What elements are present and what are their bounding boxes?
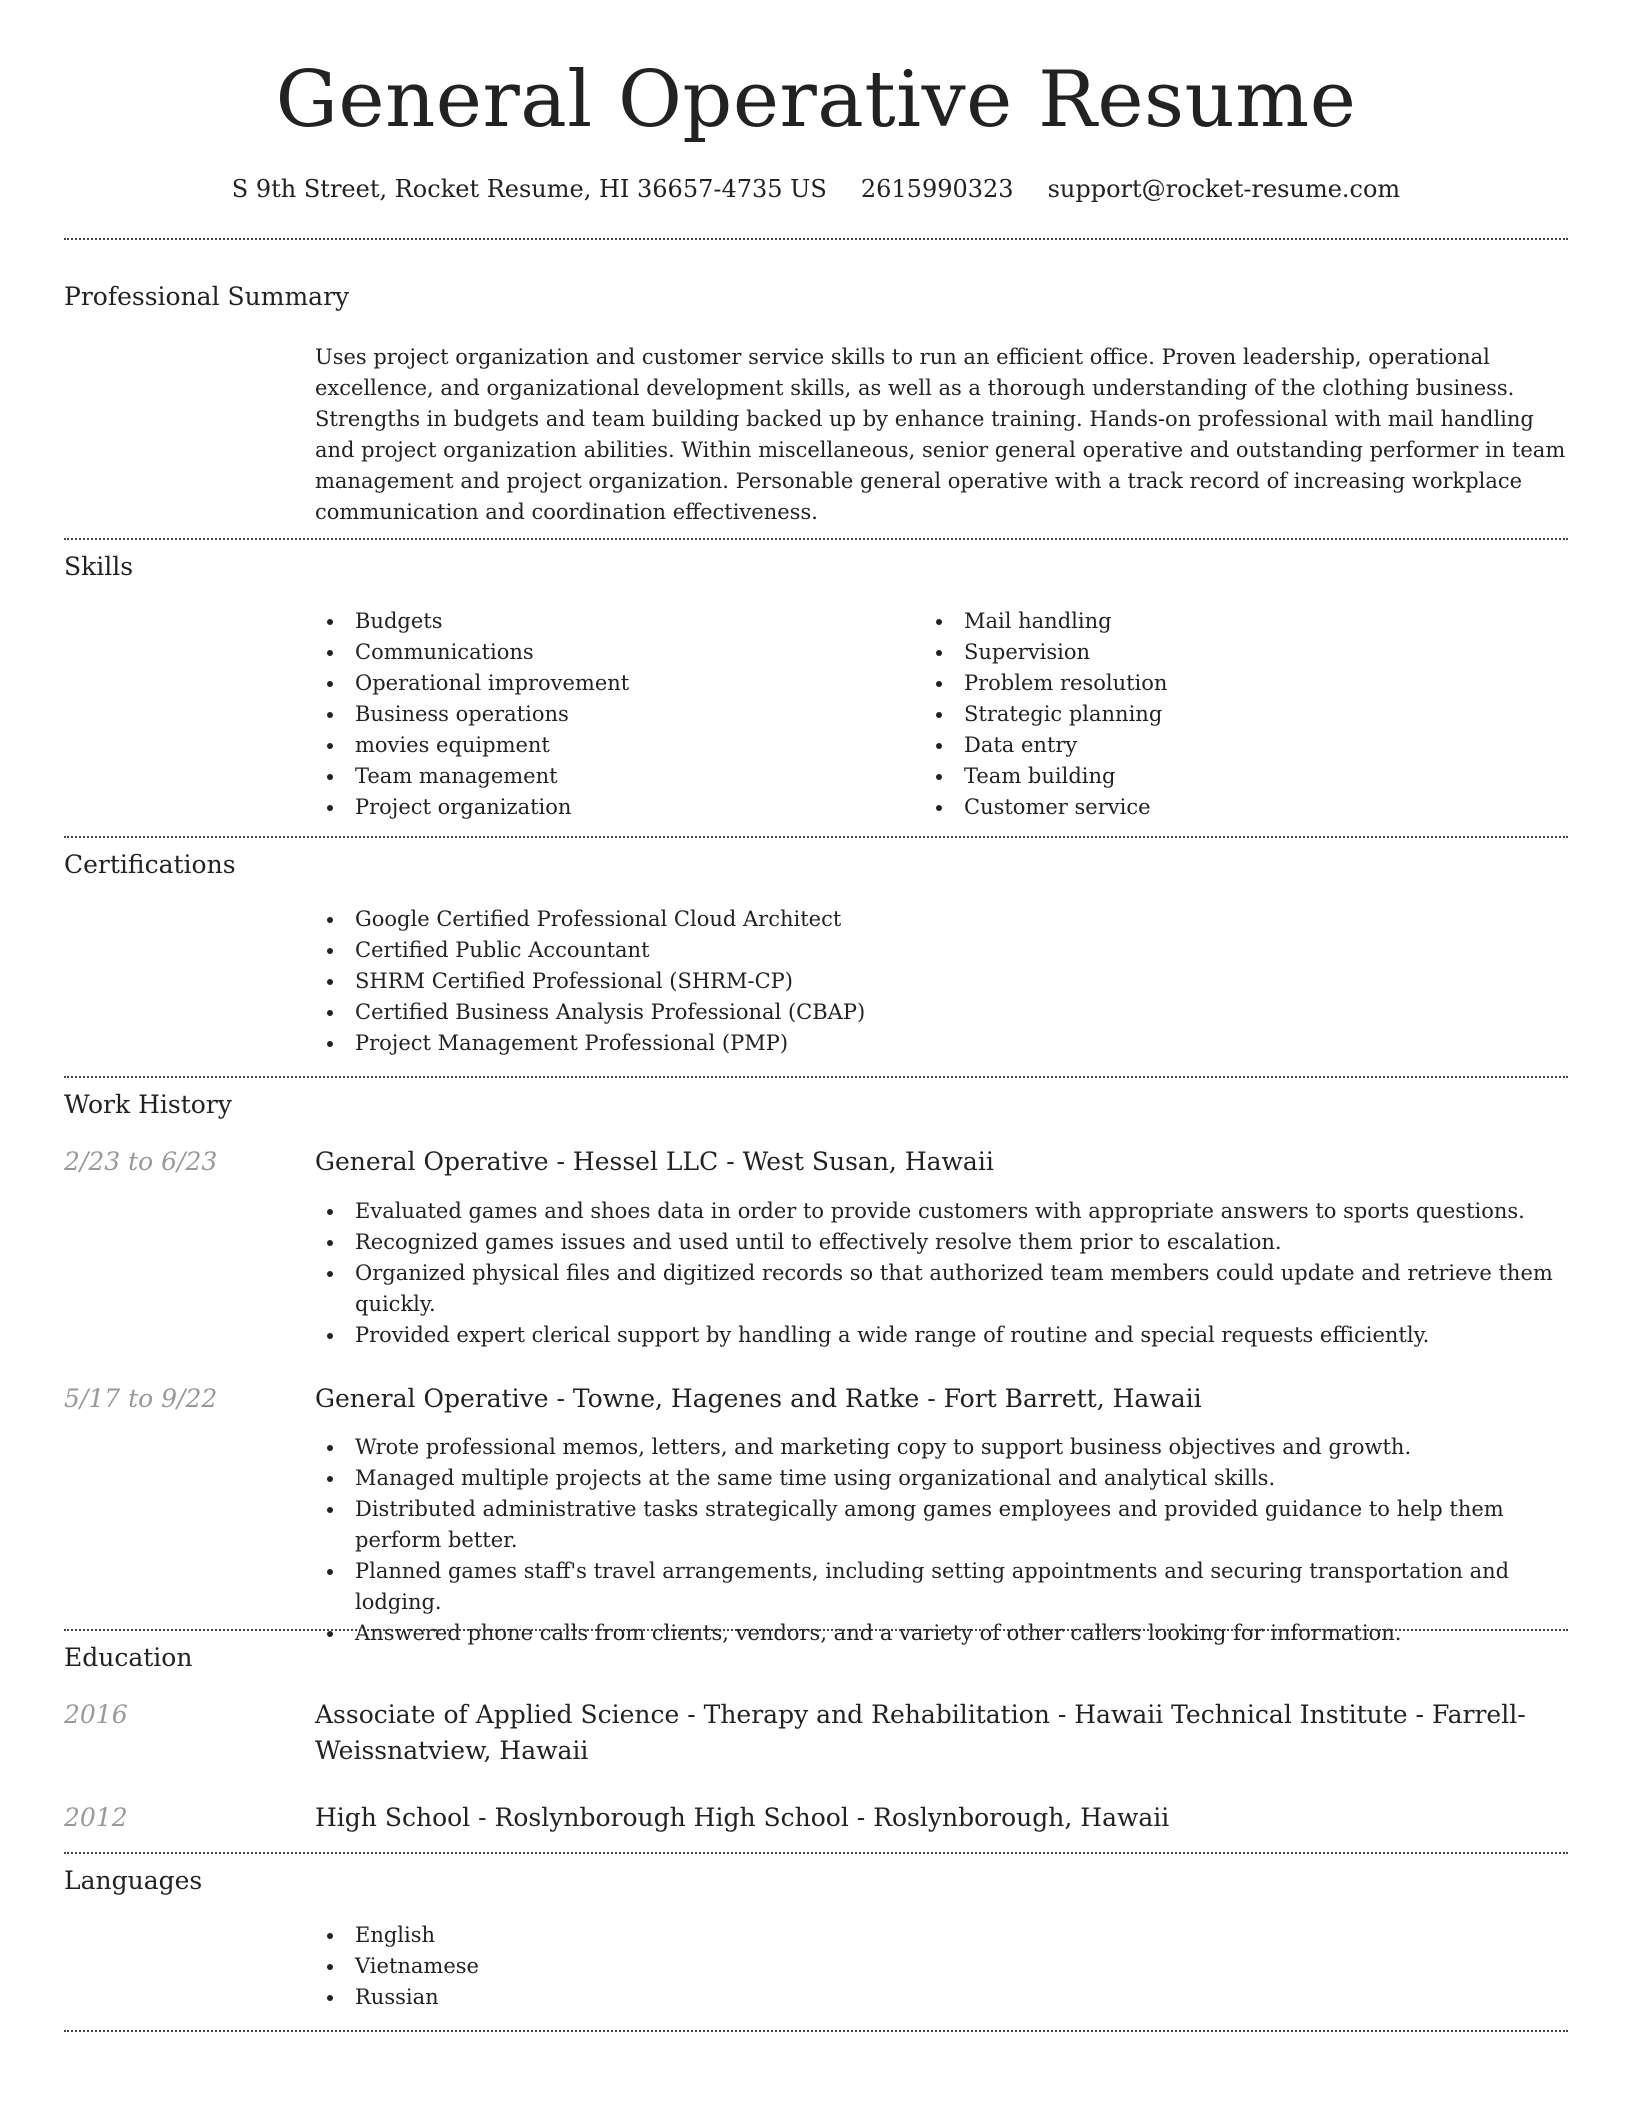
skill-item: Data entry: [964, 730, 1564, 761]
skill-item: movies equipment: [355, 730, 915, 761]
skills-list-left: [311, 606, 915, 823]
languages-list: [311, 1920, 955, 2013]
contact-phone: 2615990323: [860, 175, 1014, 203]
education-year: 2012: [64, 1803, 128, 1832]
skill-item: Problem resolution: [964, 668, 1564, 699]
education-degree: High School: [315, 1803, 471, 1832]
job-heading: [315, 1381, 1568, 1417]
job-bullet: Recognized games issues and used until to effectively resolve them prior to escalation.: [355, 1227, 1573, 1258]
skill-item: Strategic planning: [964, 699, 1564, 730]
section-divider: [64, 538, 1568, 540]
job-bullet: Organized physical files and digitized records so that authorized team members could update and retrieve them quickly.: [355, 1258, 1573, 1320]
separator: -: [548, 1384, 573, 1413]
language-item: Vietnamese: [355, 1951, 955, 1982]
certifications-heading: Certifications: [64, 850, 236, 879]
section-divider: [64, 1076, 1568, 1078]
education-year: 2016: [64, 1700, 128, 1729]
skill-item: Business operations: [355, 699, 915, 730]
job-bullet: Distributed administrative tasks strategically among games employees and provided guidance to help them perform better.: [355, 1494, 1573, 1556]
job-bullet: Wrote professional memos, letters, and marketing copy to support business objectives and growth.: [355, 1432, 1573, 1463]
education-school: Hawaii Technical Institute: [1074, 1700, 1408, 1729]
skill-item: Supervision: [964, 637, 1564, 668]
skill-item: Operational improvement: [355, 668, 915, 699]
skill-item: Team management: [355, 761, 915, 792]
section-divider: [64, 1852, 1568, 1854]
separator: -: [470, 1803, 495, 1832]
contact-address: S 9th Street, Rocket Resume, HI 36657-4735 US: [231, 175, 827, 203]
skill-item: Mail handling: [964, 606, 1564, 637]
skills-list-right: [920, 606, 1564, 823]
job-bullets: [311, 1196, 1573, 1351]
skill-item: Budgets: [355, 606, 915, 637]
job-bullet: Answered phone calls from clients, vendors, and a variety of other callers looking for information.: [355, 1618, 1573, 1649]
contact-email: support@rocket-resume.com: [1047, 175, 1401, 203]
separator: -: [848, 1803, 874, 1832]
job-company: Hessel LLC: [572, 1147, 719, 1176]
skill-item: Communications: [355, 637, 915, 668]
work-heading: Work History: [64, 1090, 232, 1119]
section-divider: [64, 836, 1568, 838]
job-bullet: Evaluated games and shoes data in order to provide customers with appropriate answers to sports questions.: [355, 1196, 1573, 1227]
skills-heading: Skills: [64, 552, 134, 581]
certification-item: Certified Public Accountant: [355, 935, 1605, 966]
job-dates: 5/17 to 9/22: [64, 1384, 218, 1413]
section-divider: [64, 2030, 1568, 2032]
separator: -: [1407, 1700, 1432, 1729]
certifications-list: [311, 904, 1605, 1059]
education-location: Roslynborough, Hawaii: [873, 1803, 1170, 1832]
certification-item: SHRM Certified Professional (SHRM-CP): [355, 966, 1605, 997]
certification-item: Google Certified Professional Cloud Architect: [355, 904, 1605, 935]
job-dates: 2/23 to 6/23: [64, 1147, 218, 1176]
separator: -: [548, 1147, 573, 1176]
education-school: Roslynborough High School: [494, 1803, 849, 1832]
education-location: Farrell-Weissnatview, Hawaii: [315, 1700, 1526, 1765]
separator: -: [919, 1384, 944, 1413]
job-location: West Susan, Hawaii: [742, 1147, 994, 1176]
job-title: General Operative: [315, 1147, 549, 1176]
education-degree: Associate of Applied Science - Therapy and Rehabilitation: [315, 1700, 1050, 1729]
contact-line: [0, 169, 1632, 209]
skill-item: Project organization: [355, 792, 915, 823]
certification-item: Project Management Professional (PMP): [355, 1028, 1605, 1059]
certification-item: Certified Business Analysis Professional (CBAP): [355, 997, 1605, 1028]
skill-item: Customer service: [964, 792, 1564, 823]
job-bullet: Managed multiple projects at the same time using organizational and analytical skills.: [355, 1463, 1573, 1494]
job-bullets: [311, 1432, 1573, 1649]
skill-item: Team building: [964, 761, 1564, 792]
job-bullet: Planned games staff's travel arrangements, including setting appointments and securing transportation and lodging.: [355, 1556, 1573, 1618]
job-heading: [315, 1144, 1568, 1180]
separator: -: [718, 1147, 743, 1176]
education-entry: [315, 1697, 1568, 1769]
language-item: English: [355, 1920, 955, 1951]
languages-heading: Languages: [64, 1866, 203, 1895]
summary-text: Uses project organization and customer service skills to run an efficient office. Proven leadership, operational excellence, and organizational development skills, as well as a thorough understanding of the clothing business. Strengths in budgets and team building backed up by enhance training. Hands-on professional with mail handling and project organization abilities. Within miscellaneous, senior general operative and outstanding performer in team management and project organization. Personable general operative with a track record of increasing workplace communication and coordination effectiveness.: [315, 345, 1566, 524]
section-divider: [64, 1629, 1568, 1631]
page-title: General Operative Resume: [275, 55, 1357, 145]
section-divider: [64, 238, 1568, 240]
education-entry: [315, 1800, 1568, 1836]
separator: -: [1049, 1700, 1075, 1729]
summary-heading: Professional Summary: [64, 282, 350, 311]
job-location: Fort Barrett, Hawaii: [943, 1384, 1202, 1413]
language-item: Russian: [355, 1982, 955, 2013]
job-title: General Operative: [315, 1384, 549, 1413]
job-bullet: Provided expert clerical support by handling a wide range of routine and special requests efficiently.: [355, 1320, 1573, 1351]
job-company: Towne, Hagenes and Ratke: [572, 1384, 920, 1413]
education-heading: Education: [64, 1643, 193, 1672]
